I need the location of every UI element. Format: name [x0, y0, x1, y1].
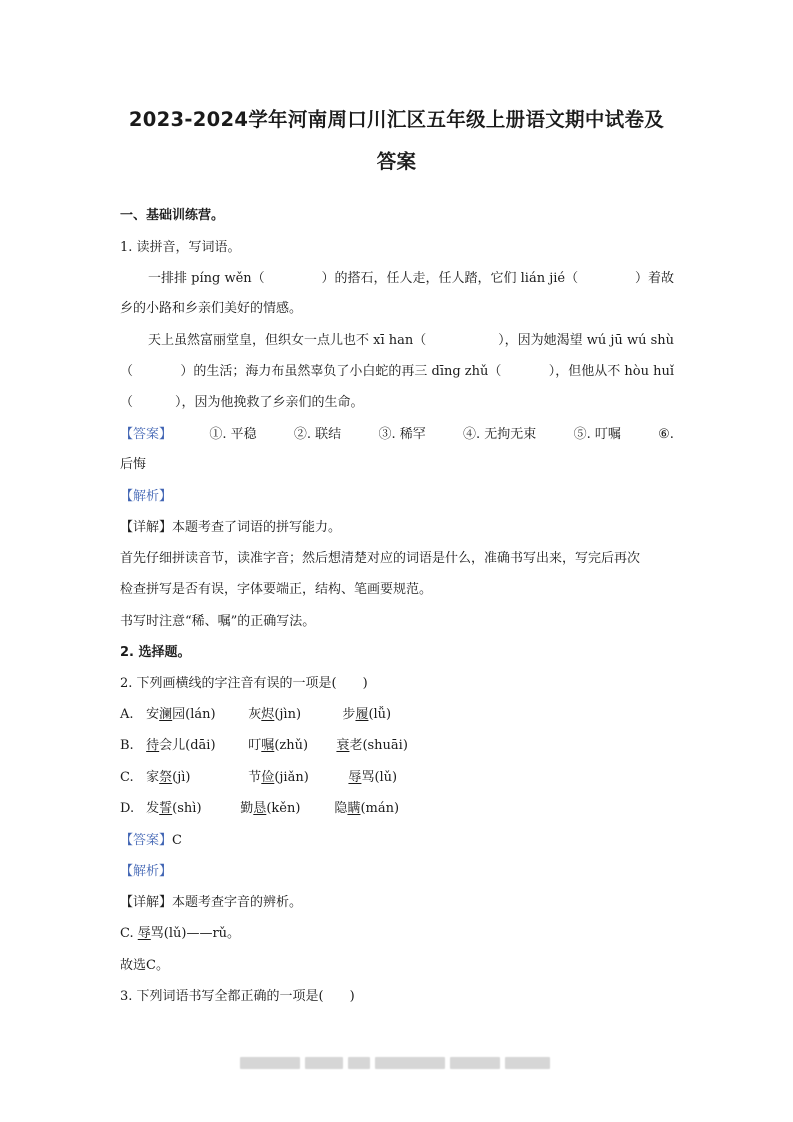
q2-b-item1: 待会儿(dāi)	[146, 738, 216, 753]
q1-stem: 1. 读拼音，写词语。	[120, 240, 241, 255]
q1-answer-1: ①. 平稳	[209, 427, 257, 442]
section1-heading: 一、基础训练营。	[120, 208, 225, 223]
q1-answer-2: ②. 联结	[293, 427, 342, 442]
q1-answer-line	[120, 427, 674, 443]
q2-a-item3: 步履(lǚ)	[342, 707, 392, 722]
q1-answer-label: 【答案】	[120, 427, 173, 442]
q1-answer-3: ③. 稀罕	[378, 427, 426, 442]
q2-stem: 2. 下列画横线的字注音有误的一项是( )	[120, 676, 368, 691]
q1-analysis-label: 【解析】	[120, 489, 173, 504]
q2-conclusion: 故选C。	[120, 958, 169, 973]
q1-answer-cont: 后悔	[120, 457, 147, 472]
q1-p2-seg1: 天上虽然富丽堂皇，但织女一点儿也不 xī han（	[148, 333, 427, 348]
q2-c-item1: 家祭(jì)	[146, 770, 191, 785]
q2-a-item1: 安澜园(lán)	[146, 707, 216, 722]
q1-p2l2-seg2: ）的生活；海力布虽然辜负了小白蛇的再三 dīng zhǔ（	[180, 364, 502, 379]
q1-p2l3-seg1: （	[120, 395, 134, 410]
section2-heading: 2. 选择题。	[120, 645, 191, 660]
q1-answer-6: ⑥.	[658, 427, 674, 442]
q2-c-item3: 辱骂(lǔ)	[348, 770, 398, 785]
q1-explain-line2: 检查拼写是否有误，字体要端正，结构、笔画要规范。	[120, 582, 433, 597]
q2-option-b	[120, 738, 408, 754]
q2-a-item2: 灰烬(jìn)	[248, 707, 302, 722]
q2-answer-label: 【答案】	[120, 833, 173, 848]
doc-title-line2: 答案	[376, 150, 417, 173]
q1-p1-seg3: ）着故	[634, 271, 674, 286]
q2-option-d	[120, 801, 399, 817]
q2-option-a-label: A.	[120, 707, 134, 722]
q2-option-a	[120, 707, 391, 723]
q1-p2l2-seg3: ），但他从不 hòu huǐ	[548, 364, 674, 379]
q1-answer-4: ④. 无拘无束	[463, 427, 537, 442]
q2-d-item1: 发誓(shì)	[146, 801, 202, 816]
q1-detail: 【详解】本题考查了词语的拼写能力。	[120, 520, 342, 535]
q2-option-c-label: C.	[120, 770, 134, 785]
q3-stem: 3. 下列词语书写全都正确的一项是( )	[120, 989, 355, 1004]
q2-d-item3: 隐瞒(mán)	[334, 801, 400, 816]
q2-analysis-label: 【解析】	[120, 864, 173, 879]
q2-option-b-label: B.	[120, 738, 134, 753]
q1-p2-seg2: ），因为她渴望 wú jū wú shù	[498, 333, 674, 348]
q1-para1-line1	[148, 271, 674, 287]
q1-p1-seg1: 一排排 píng wěn（	[148, 271, 265, 286]
q2-option-c	[120, 770, 397, 786]
q1-para2-line1	[148, 333, 674, 349]
q2-answer-line	[120, 833, 182, 849]
q2-b-item3: 衰老(shuāi)	[336, 738, 408, 753]
q2-detail: 【详解】本题考查字音的辨析。	[120, 895, 303, 910]
q2-explain: C. 辱骂(lǔ)——rǔ。	[120, 926, 241, 941]
q1-p2l3-seg2: ），因为他挽救了乡亲们的生命。	[175, 395, 364, 410]
q1-p2l2-seg1: （	[120, 364, 134, 379]
q2-answer-value: C	[172, 833, 182, 848]
q2-c-item2: 节俭(jiǎn)	[248, 770, 309, 785]
q1-para2-line3	[120, 395, 364, 411]
doc-title-line1: 2023-2024学年河南周口川汇区五年级上册语文期中试卷及	[128, 108, 665, 131]
q1-p1-seg2: ）的搭石，任人走，任人踏，它们 lián jié（	[321, 271, 579, 286]
q1-explain-line3: 书写时注意“稀、嘱”的正确写法。	[120, 614, 316, 629]
q2-option-d-label: D.	[120, 801, 135, 816]
q2-d-item2: 勤恳(kěn)	[240, 801, 301, 816]
blurred-footer-watermark	[240, 1056, 555, 1070]
q1-answer-5: ⑤. 叮嘱	[573, 427, 621, 442]
q2-b-item2: 叮嘱(zhǔ)	[248, 738, 309, 753]
q1-explain-line1: 首先仔细拼读音节，读准字音；然后想清楚对应的词语是什么，准确书写出来，写完后再次	[120, 551, 641, 566]
q1-para2-line2	[120, 364, 674, 380]
q1-para1-line2: 乡的小路和乡亲们美好的情感。	[120, 301, 303, 316]
